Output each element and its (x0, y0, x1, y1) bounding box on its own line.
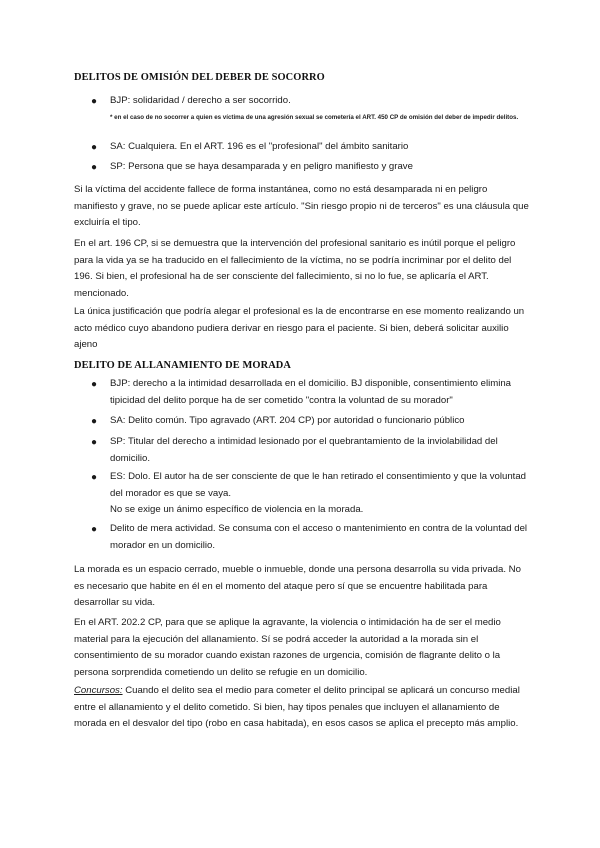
list-item (110, 469, 530, 519)
concursos-text: Cuando el delito sea el medio para cometer el delito principal se aplicará un concurso medial entre el allanamiento y el delito cometido. Si bien, hay tipos penales que incluyen el allanamiento de morada en el desvalor del tipo (robo en casa habitada), en esos casos se aplica el precepto más amplio. (74, 685, 520, 729)
list-item: BJP: derecho a la intimidad desarrollada en el domicilio. BJ disponible, consentimiento elimina tipicidad del delito porque ha de ser cometido "contra la voluntad de su morador" (110, 378, 512, 406)
list-item: SP: Titular del derecho a intimidad lesionado por el quebrantamiento de la inviolabilidad del domicilio. (110, 436, 498, 464)
list-item (110, 93, 530, 124)
list-item: SA: Cualquiera. En el ART. 196 es el "profesional" del ámbito sanitario (110, 141, 409, 152)
paragraph: En el ART. 202.2 CP, para que se aplique la agravante, la violencia o intimidación ha de ser el medio material para la ejecución del allanamiento. Sí se podrá acceder la autoridad a la morada sin el consentimiento de su morador cuando existan razones de urgencia, comisión de flagrante delito o la persona sorprendida cometiendo un delito se refugie en un domicilio. (74, 617, 501, 678)
paragraph: En el art. 196 CP, si se demuestra que la intervención del profesional sanitario es inútil porque el peligro para la vida ya se ha traducido en el fallecimiento de la víctima, no se podría incriminar por el delito del 196. Si bien, el profesional ha de ser consciente del fallecimiento, si no lo fue, se aplicaría el ART. mencionado. (74, 238, 516, 299)
bullet-icon: ● (91, 96, 98, 107)
bullet-icon: ● (91, 416, 98, 427)
list-item: Delito de mera actividad. Se consuma con el acceso o mantenimiento en contra de la voluntad del morador en un domicilio. (110, 523, 528, 551)
section-title-allanamiento: DELITO DE ALLANAMIENTO DE MORADA (74, 360, 292, 371)
list-item-text: ES: Dolo. El autor ha de ser consciente de que le han retirado el consentimiento y que la voluntad del morador es que se vaya. (110, 471, 526, 499)
paragraph: Si la víctima del accidente fallece de forma instantánea, como no está desamparada ni en peligro manifiesto y grave, no se puede aplicar este artículo. "Sin riesgo propio ni de terceros" es una cláusula que excluiría el tipo. (74, 184, 529, 228)
list-item-note: * en el caso de no socorrer a quien es víctima de una agresión sexual se cometería el ART. 450 CP de omisión del deber de impedir delitos. (110, 113, 519, 121)
bullet-icon: ● (91, 524, 98, 535)
list-item: SA: Delito común. Tipo agravado (ART. 204 CP) por autoridad o funcionario público (110, 415, 465, 426)
paragraph-concursos (74, 683, 530, 733)
bullet-icon: ● (91, 379, 98, 390)
paragraph: La única justificación que podría alegar el profesional es la de encontrarse en ese momento realizando un acto médico cuyo abandono pudiera derivar en riesgo para el paciente. Si bien, deberá solicitar auxilio ajeno (74, 306, 525, 350)
bullet-icon: ● (91, 437, 98, 448)
bullet-icon: ● (91, 162, 98, 173)
bullet-icon: ● (91, 142, 98, 153)
section-title-omision: DELITOS DE OMISIÓN DEL DEBER DE SOCORRO (74, 72, 325, 83)
list-item-text: BJP: solidaridad / derecho a ser socorrido. (110, 95, 291, 106)
concursos-label: Concursos: (74, 685, 123, 696)
bullet-icon: ● (91, 472, 98, 483)
list-item: SP: Persona que se haya desamparada y en peligro manifiesto y grave (110, 161, 413, 172)
list-item-extra: No se exige un ánimo específico de violencia en la morada. (110, 504, 364, 515)
paragraph: La morada es un espacio cerrado, mueble o inmueble, donde una persona desarrolla su vida privada. No es necesario que habite en él en el momento del ataque pero sí que se encuentre habilitada para desarrollar su vida. (74, 564, 521, 608)
